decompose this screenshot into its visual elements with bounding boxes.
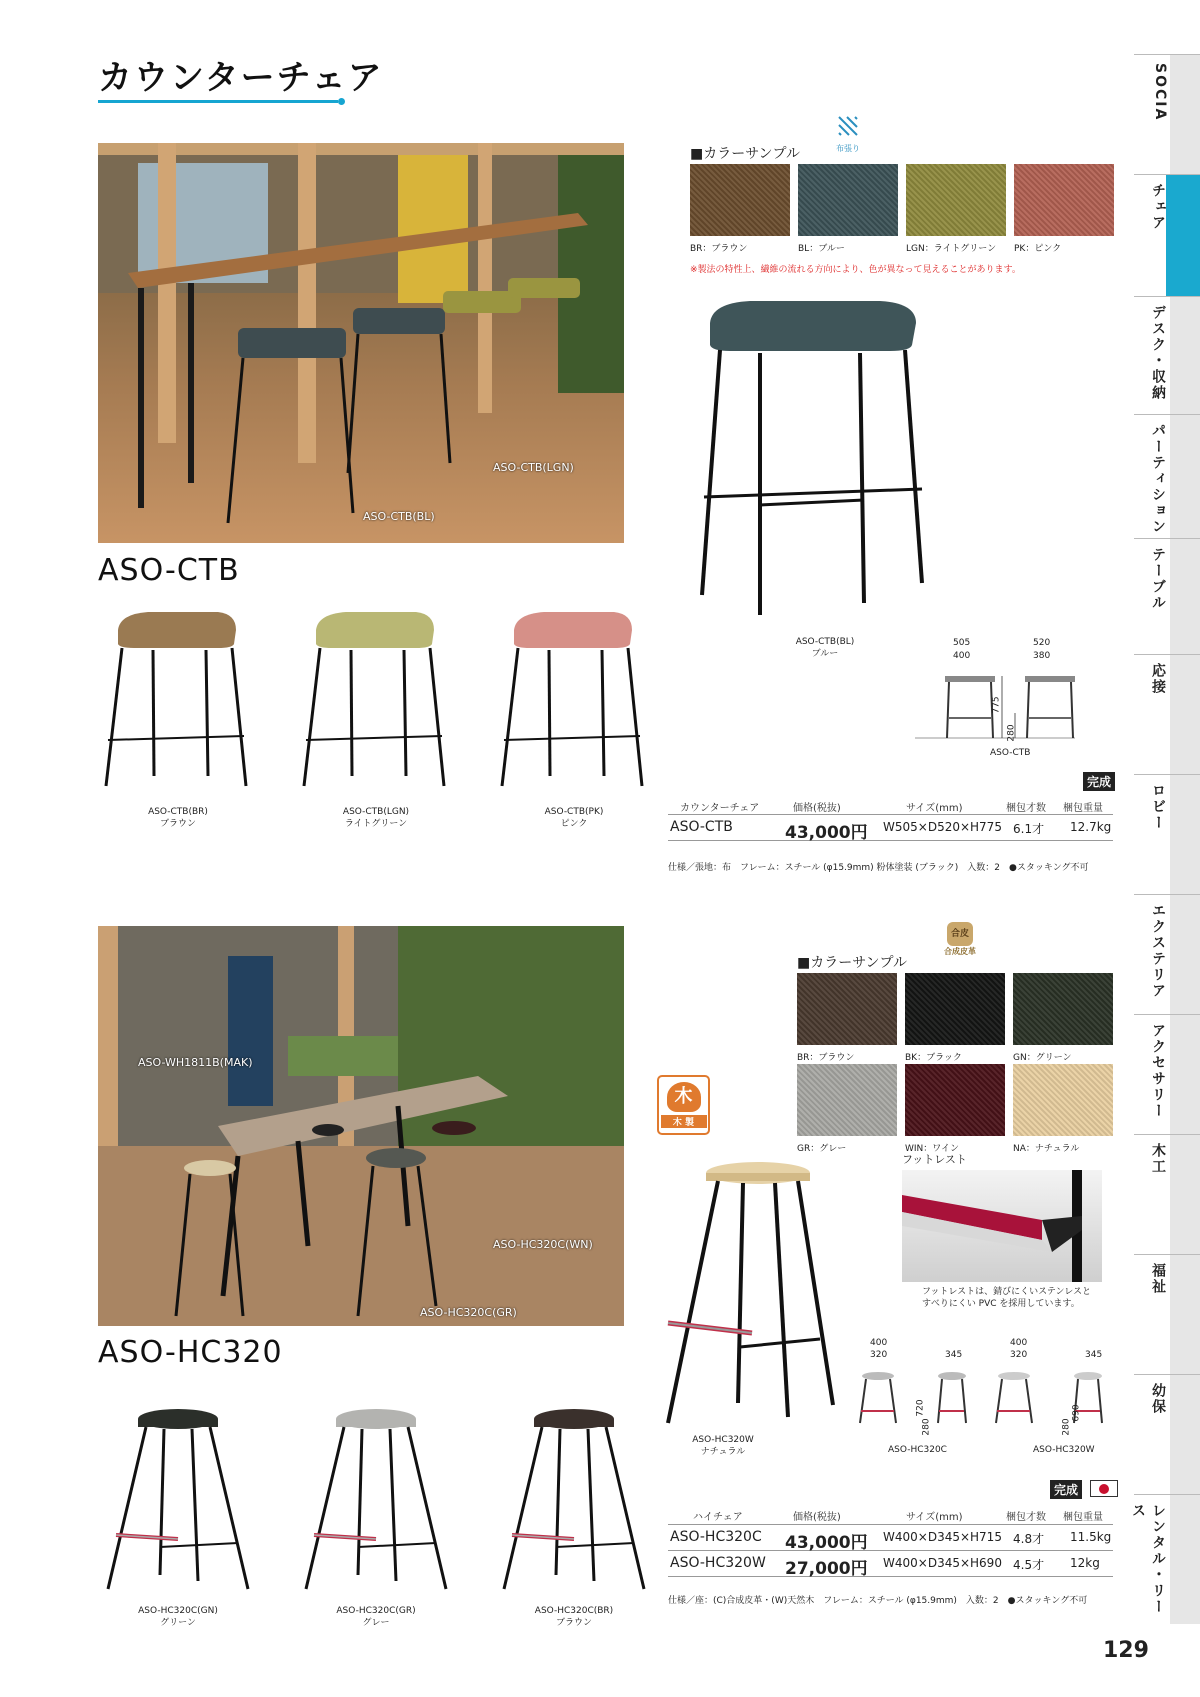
stool-color: グリーン [160,1618,196,1628]
swatch-label: GR：グレー [797,1144,847,1154]
side-nav-label: ロビー [1150,783,1166,831]
side-nav-tab [1170,655,1200,774]
dim-depth: 345 [1085,1350,1103,1360]
stool-code: ASO-HC320C(GN) [138,1606,218,1616]
stool-color: ピンク [560,819,588,829]
ctb-scene-illustration [98,143,624,543]
fabric-icon [835,113,861,139]
swatch-label: BK：ブラック [905,1053,962,1063]
swatch-label: BR：ブラウン [690,244,748,254]
footrest-note: フットレストは、錆びにくいステンレスと すべりにくい PVC を採用しています。 [922,1287,1091,1309]
th-pkg: 梱包才数 [1006,803,1046,814]
row-weight: 12.7kg [1070,820,1112,834]
ctb-main-stool [690,295,950,625]
side-nav-tab [1170,1255,1200,1374]
stool-label [296,806,456,830]
footrest-photo [902,1170,1102,1282]
th-price: 価格(税抜) [793,1512,841,1523]
hc-main-label [643,1434,803,1458]
row-model: ASO-HC320W [670,1555,766,1571]
ctb-main-label [745,636,905,660]
hc-spec-note: 仕様／座：(C)合成皮革・(W)天然木 フレーム：スチール (φ15.9mm) 入数：2 ●スタッキング不可 [668,1596,1088,1606]
color-swatch [797,973,897,1045]
photo-caption: ASO-CTB(BL) [363,510,435,523]
model-title-ctb: ASO-CTB [98,553,240,588]
side-nav-item[interactable] [1134,774,1200,894]
row-weight: 12kg [1070,1556,1100,1570]
side-nav-label: 幼保 [1150,1383,1166,1415]
dim-depth-outer: 520 [1033,638,1051,648]
completed-badge: 完成 [1083,772,1115,791]
color-note: ※製法の特性上、繊維の流れる方向により、色が異なって見えることがあります。 [690,265,1021,275]
dim-width-inner: 320 [1010,1350,1028,1360]
dim-height: 775 [991,696,1002,714]
row-pkg: 4.8才 [1013,1532,1045,1546]
row-model: ASO-CTB [670,819,733,835]
color-sample-title: ■カラーサンプル [797,955,907,971]
stool-drawing [494,1405,654,1595]
stool-color: ブラウン [555,1618,592,1628]
side-nav-label: チェア [1150,183,1166,231]
side-nav-tab [1170,297,1200,414]
side-nav-item[interactable] [1134,414,1200,538]
side-nav-item[interactable] [1134,296,1200,414]
page-number: 129 [1103,1638,1149,1663]
ctb-spec-table [668,795,1113,841]
fabric-badge-label: 布張り [836,144,860,153]
stool-code: ASO-CTB(PK) [544,807,604,817]
th-price: 価格(税抜) [793,803,841,814]
side-nav-tab [1170,1015,1200,1134]
stool-color: グレー [362,1618,390,1628]
side-nav-tab [1170,415,1200,538]
synthetic-leather-badge [935,922,985,957]
swatch-label: BR：ブラウン [797,1053,855,1063]
side-nav-item[interactable] [1130,1494,1200,1624]
stool-label [494,806,654,830]
side-nav-tab [1166,175,1200,296]
stool-color: ブルー [811,649,839,659]
th-weight: 梱包重量 [1063,803,1103,814]
side-nav-label: 木工 [1150,1143,1166,1175]
row-size: W400×D345×H690 [883,1556,1002,1570]
dim-width-outer: 505 [953,638,971,648]
stool-drawing [296,606,456,796]
photo-caption: ASO-CTB(LGN) [493,461,574,474]
side-nav-tab [1170,895,1200,1014]
swatch-label: GN：グリーン [1013,1053,1072,1063]
wood-badge [657,1075,710,1135]
hc-spec-table [668,1503,1113,1577]
side-nav-label: テーブル [1150,547,1166,611]
dim-depth-inner: 380 [1033,651,1051,661]
side-nav-label: デスク・収納 [1150,305,1166,401]
stool-label [98,806,258,830]
th-pkg: 梱包才数 [1006,1512,1046,1523]
th-model: ハイチェア [693,1512,743,1523]
side-nav-tab [1170,55,1200,174]
side-nav-item[interactable] [1134,1254,1200,1374]
row-price: 43,000円 [785,823,868,843]
dim-height: 720 [915,1399,926,1417]
hc-scene-photo [98,926,624,1326]
row-price: 27,000円 [785,1559,868,1579]
swatch-label: BL：ブルー [798,244,845,254]
side-nav-label: 応接 [1150,663,1166,695]
side-nav-item[interactable] [1134,174,1200,296]
dim-depth: 345 [945,1350,963,1360]
japan-made-icon [1090,1480,1118,1497]
wood-badge-label: 木 製 [661,1115,707,1128]
color-sample-title: ■カラーサンプル [690,146,800,162]
leather-icon: 合皮 [947,922,973,946]
swatch-label: NA：ナチュラル [1013,1144,1080,1154]
swatch-label: PK：ピンク [1014,244,1062,254]
color-swatch [798,164,898,236]
side-nav-tab [1170,539,1200,654]
stool-label [494,1605,654,1629]
th-weight: 梱包重量 [1063,1512,1103,1523]
stool-code: ASO-CTB(BL) [795,637,855,647]
hc-scene-illustration [98,926,624,1326]
row-size: W400×D345×H715 [883,1530,1002,1544]
hinomaru-dot [1099,1484,1109,1494]
side-nav-label: パーティション [1150,423,1166,535]
dim-width-outer: 400 [1010,1338,1028,1348]
side-nav-tab [1170,775,1200,894]
row-weight: 11.5kg [1070,1530,1112,1544]
dim-seat-height: 280 [1006,724,1017,742]
footrest-illustration [902,1170,1102,1282]
color-swatch [1014,164,1114,236]
dim-width-inner: 320 [870,1350,888,1360]
completed-badge: 完成 [1050,1480,1082,1499]
row-pkg: 6.1才 [1013,822,1045,836]
side-nav-item[interactable] [1134,894,1200,1014]
ctb-spec-note: 仕様／張地：布 フレーム：スチール (φ15.9mm) 粉体塗装 (ブラック) 入数：2 ●スタッキング不可 [668,863,1089,873]
footrest-title: フットレスト [902,1153,967,1166]
side-nav-item[interactable] [1134,1374,1200,1494]
stool-label [296,1605,456,1629]
side-nav-item[interactable] [1134,654,1200,774]
row-pkg: 4.5才 [1013,1558,1045,1572]
stool-code: ASO-CTB(LGN) [342,807,410,817]
stool-color: ライトグリーン [344,819,408,829]
photo-caption: ASO-HC320C(GR) [420,1306,517,1319]
row-model: ASO-HC320C [670,1529,762,1545]
side-nav-label: アクセサリー [1150,1023,1166,1119]
color-swatch [905,1064,1005,1136]
dim-label: ASO-CTB [990,748,1031,758]
stool-drawing [494,606,654,796]
side-index-nav [1130,54,1200,1624]
side-nav-tab [1170,1135,1200,1254]
dim-width-inner: 400 [953,651,971,661]
color-swatch [905,973,1005,1045]
dim-seat-height: 280 [1061,1418,1072,1436]
title-dot [338,98,345,105]
side-nav-tab [1170,1375,1200,1494]
side-nav-label: SOCIA [1152,63,1168,122]
stool-code: ASO-HC320W [692,1435,754,1445]
photo-caption: ASO-WH1811B(MAK) [138,1056,253,1069]
page-title: カウンターチェア [98,58,384,98]
side-nav-label: エクステリア [1150,903,1166,999]
color-swatch [1013,973,1113,1045]
stool-color: ブラウン [159,819,196,829]
color-swatch [906,164,1006,236]
color-swatch [797,1064,897,1136]
wood-tree-icon: 木 [667,1082,701,1112]
side-nav-item[interactable] [1134,538,1200,654]
side-nav-label: 福祉 [1150,1263,1166,1295]
swatch-label: LGN：ライトグリーン [906,244,997,254]
side-nav-item[interactable] [1134,54,1200,174]
row-price: 43,000円 [785,1533,868,1553]
row-size: W505×D520×H775 [883,820,1002,834]
fabric-badge [828,113,868,154]
ctb-scene-photo [98,143,624,543]
stool-drawing [98,606,258,796]
side-nav-item[interactable] [1134,1134,1200,1254]
color-swatch [1013,1064,1113,1136]
leather-badge-label: 合成皮革 [944,947,976,956]
stool-label [98,1605,258,1629]
th-size: サイズ(mm) [906,803,963,814]
dim-label-w: ASO-HC320W [1033,1445,1095,1455]
th-model: カウンターチェア [680,803,760,814]
photo-caption: ASO-HC320C(WN) [493,1238,593,1251]
hc-main-stool [648,1155,838,1430]
dim-width-outer: 400 [870,1338,888,1348]
stool-color: ナチュラル [700,1447,746,1457]
dim-label-c: ASO-HC320C [888,1445,947,1455]
stool-drawing [296,1405,456,1595]
title-underline [98,100,338,103]
side-nav-tab [1170,1495,1200,1624]
dim-height: 690 [1071,1404,1082,1422]
stool-drawing [98,1405,258,1595]
stool-code: ASO-HC320C(BR) [534,1606,614,1616]
color-swatch [690,164,790,236]
swatch-label: WIN：ワイン [905,1144,960,1154]
stool-code: ASO-CTB(BR) [148,807,208,817]
stool-code: ASO-HC320C(GR) [336,1606,416,1616]
th-size: サイズ(mm) [906,1512,963,1523]
model-title-hc: ASO-HC320 [98,1335,283,1370]
side-nav-item[interactable] [1134,1014,1200,1134]
side-nav-label: レンタル・リース [1130,1503,1166,1615]
dim-seat-height: 280 [921,1418,932,1436]
